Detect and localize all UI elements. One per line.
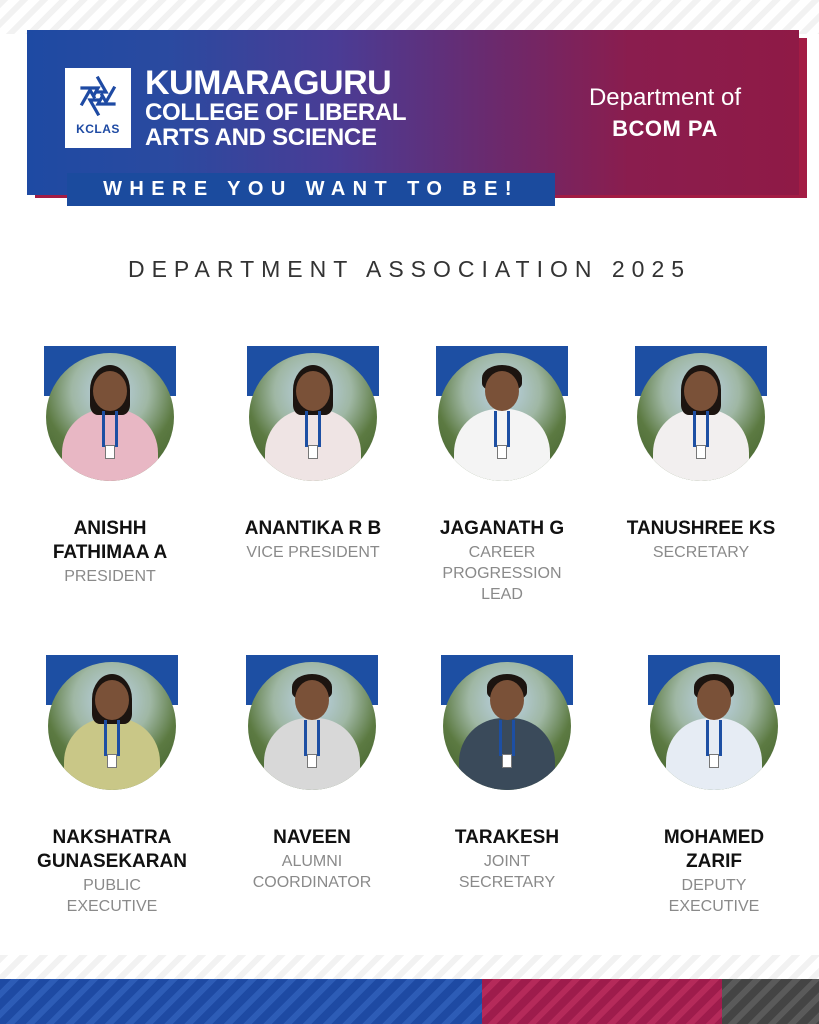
department-of-text: Department of bbox=[588, 84, 742, 111]
member-photo-frame bbox=[246, 655, 378, 790]
member-role: PRESIDENT bbox=[64, 568, 156, 585]
member-name: JAGANATH G bbox=[439, 518, 565, 539]
member-name: MOHAMED ZARIF bbox=[663, 827, 765, 872]
member-card bbox=[218, 346, 408, 563]
member-role: CAREER PROGRESSION LEAD bbox=[442, 544, 562, 603]
member-photo bbox=[438, 353, 566, 481]
star-logo-icon bbox=[76, 74, 120, 118]
member-photo-frame bbox=[635, 346, 767, 481]
member-card bbox=[606, 346, 796, 563]
member-photo-frame bbox=[44, 346, 176, 481]
college-name bbox=[145, 66, 406, 150]
member-photo bbox=[637, 353, 765, 481]
department-name: BCOM PA bbox=[612, 116, 718, 141]
bottom-band-gray bbox=[722, 979, 819, 1024]
bottom-band-maroon bbox=[482, 979, 722, 1024]
member-photo bbox=[249, 353, 377, 481]
college-name-line3: ARTS AND SCIENCE bbox=[145, 124, 377, 151]
member-photo bbox=[650, 662, 778, 790]
member-card bbox=[217, 655, 407, 893]
member-card bbox=[407, 346, 597, 605]
member-photo-frame bbox=[247, 346, 379, 481]
member-name: ANANTIKA R B bbox=[244, 518, 382, 539]
member-name: ANISHH FATHIMAA A bbox=[52, 518, 168, 563]
bottom-light-pattern bbox=[0, 955, 819, 979]
member-name: NAVEEN bbox=[273, 827, 351, 848]
member-card bbox=[412, 655, 602, 893]
member-name: TARAKESH bbox=[454, 827, 560, 848]
department-label bbox=[565, 84, 765, 142]
college-logo bbox=[65, 68, 131, 148]
bottom-color-band bbox=[0, 979, 819, 1024]
member-photo-frame bbox=[648, 655, 780, 790]
college-name-line2: COLLEGE OF LIBERAL bbox=[145, 99, 407, 126]
logo-text: KCLAS bbox=[76, 122, 120, 136]
member-name: NAKSHATRA GUNASEKARAN bbox=[37, 827, 187, 872]
member-photo bbox=[443, 662, 571, 790]
page-title: DEPARTMENT ASSOCIATION 2025 bbox=[127, 256, 692, 282]
member-role: ALUMNI COORDINATOR bbox=[252, 853, 372, 891]
tagline: WHERE YOU WANT TO BE! bbox=[67, 173, 555, 206]
member-photo bbox=[248, 662, 376, 790]
member-card bbox=[619, 655, 809, 917]
header-banner bbox=[27, 30, 799, 200]
member-role: VICE PRESIDENT bbox=[246, 544, 380, 561]
member-role: DEPUTY EXECUTIVE bbox=[668, 877, 760, 915]
member-role: PUBLIC EXECUTIVE bbox=[66, 877, 158, 915]
member-photo bbox=[48, 662, 176, 790]
member-photo bbox=[46, 353, 174, 481]
member-role: JOINT SECRETARY bbox=[458, 853, 556, 891]
member-card bbox=[17, 655, 207, 917]
member-name: TANUSHREE KS bbox=[626, 518, 776, 539]
member-photo-frame bbox=[436, 346, 568, 481]
member-photo-frame bbox=[46, 655, 178, 790]
college-name-line1: KUMARAGURU bbox=[145, 64, 392, 102]
member-role: SECRETARY bbox=[652, 544, 750, 561]
member-card bbox=[15, 346, 205, 587]
bottom-band-blue bbox=[0, 979, 482, 1024]
top-decorative-pattern bbox=[0, 0, 819, 34]
member-photo-frame bbox=[441, 655, 573, 790]
